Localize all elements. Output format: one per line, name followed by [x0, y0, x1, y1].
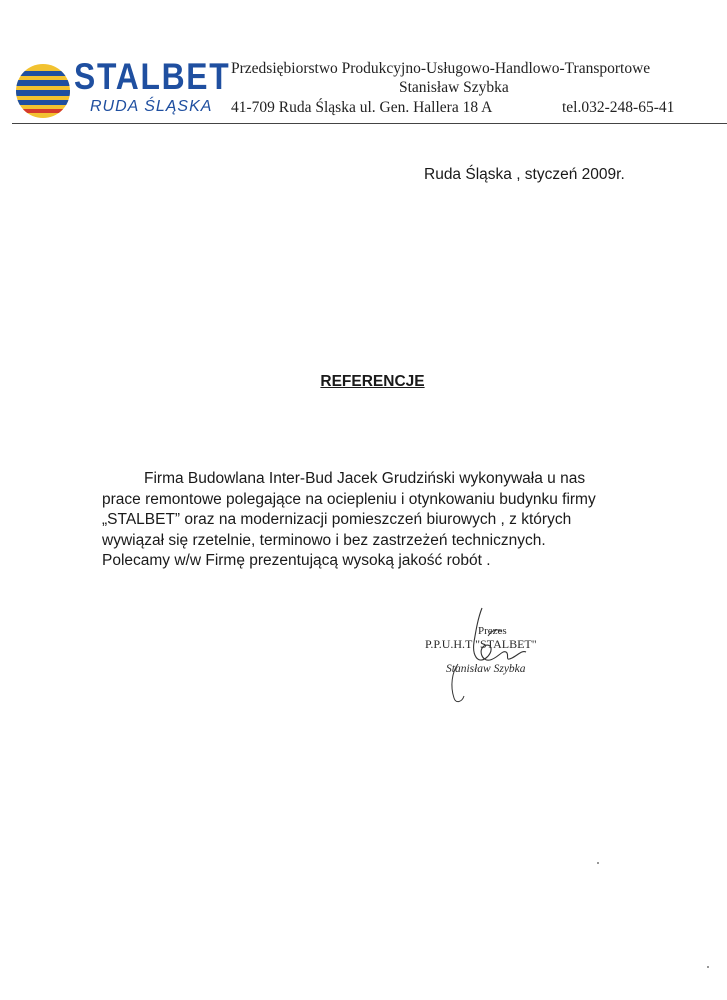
place-date: Ruda Śląska , styczeń 2009r.	[424, 166, 625, 183]
letter-body	[102, 469, 622, 572]
scan-speck	[597, 862, 599, 864]
handwritten-signature	[418, 606, 608, 706]
stamp-name: Stanisław Szybka	[446, 663, 526, 675]
globe-stripes-icon	[14, 62, 72, 120]
body-line: wywiązał się rzetelnie, terminowo i bez zastrzeżeń technicznych.	[102, 531, 546, 549]
header-divider	[12, 123, 727, 124]
body-line: prace remontowe polegające na ociepleniu i otynkowaniu budynku firmy	[102, 490, 596, 508]
company-name: Przedsiębiorstwo Produkcyjno-Usługowo-Handlowo-Transportowe	[231, 60, 651, 77]
body-line: Polecamy w/w Firmę prezentującą wysoką jakość robót .	[102, 552, 491, 569]
logo-wordmark: STALBET	[74, 56, 231, 97]
signature-stamp	[418, 606, 608, 706]
document-title: REFERENCJE	[320, 373, 425, 390]
company-phone: tel.032-248-65-41	[562, 99, 675, 116]
scan-speck	[707, 966, 709, 968]
company-logo	[14, 56, 231, 120]
body-line: „STALBET” oraz na modernizacji pomieszczeń biurowych , z których	[102, 511, 572, 528]
stamp-title: Prezes	[478, 625, 507, 637]
company-owner: Stanisław Szybka	[399, 79, 509, 96]
letterhead	[0, 0, 727, 130]
logo-subtitle: RUDA ŚLĄSKA	[90, 98, 213, 115]
stamp-company: P.P.U.H.T "STALBET"	[425, 637, 537, 651]
company-address: 41-709 Ruda Śląska ul. Gen. Hallera 18 A	[231, 99, 493, 116]
body-line: Firma Budowlana Inter-Bud Jacek Grudziński wykonywała u nas	[144, 470, 586, 487]
